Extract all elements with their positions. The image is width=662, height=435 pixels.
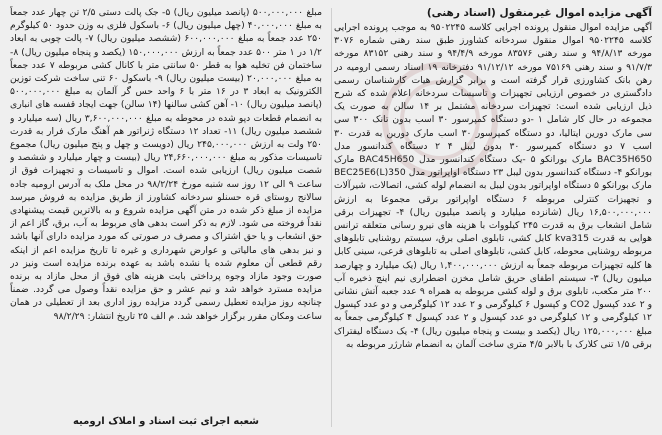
notice-body-right: آگهی مزایده اموال منقول پرونده اجرایی کلاسه ۹۵۰۲۲۴۵ به موجب پرونده اجرایی کلاسه ۹۵۰۲۲۴۵ اموال منقول سردخانه کشاورز طبق سند رهنی شماره ۳۰۷۶ مورخه ۹۴/۸/۱۳ و سند رهنی ۸۳۵۷۶ مورخه ۹۴/۴/۹ و سند رهنی ۸۳۱۵۲ مورخه ۹۱/۷/۳ و سند رهنی ۷۵۱۶۹ مورخه ۹۱/۱۲/۱۲ دفترخانه ۱۹ اسناد رسمی ارومیه در رهن بانک کشاورزی قرار گرفته است و برابر گزارش هیات کارشناسان رسمی دادگستری در خصوص ارزیابی تجهیزات و تاسیسات سردخانه اعلام شده که شرح ذیل ارزیابی شده است: تجهیزات سردخانه مشتمل بر ۱۴ سالن به صورت یک مجموعه در حال کار شامل ۱ -دو دستگاه کمپرسور ۳۰ اسب بدون تانک ۳۰۰ سی سی مارک دورین ایتالیا، دو دستگاه کمپرسور ۳۰ اسب مارک دورین به قدرت ۳۰ اسب ۷ دو دستگاه کمپرسور ۳۰ بدون لیبل ۴ ۲ دستگاه کندانسور مدل BAC35H650 مارک بورانکو ۵ -یک دستگاه کندانسور مدل BAC45H650 مارک بورانکو ۴- دستگاه کندانسور بدون لیبل ۲۳ دستگاه اواپراتور مدل BEC25E6(L)350 مارک بورانکو ۵ دستگاه اواپراتور بدون لیبل به انضمام لوله کشی، اتصالات، شیرآلات و تجهیزات کنترلی مربوطه ۶ دستگاه اواپراتور برقی مجموعا به ارزش ۱۶,۵۰۰,۰۰۰,۰۰۰ ریال (شانزده میلیارد و پانصد میلیون ریال) ۴- تجهیزات برقی شامل انشعاب برق به قدرت ۲۴۵ کیلووات با هزینه های نیرو رسانی متعلقه ترانس هوایی به قدرت kva315 کابل کشی، تابلوی اصلی برق، سیستم روشنایی تابلوهای مربوطه روشنایی محوطه، کابل کشی، تابلوهای اصلی به تابلوهای فرعی، سینی کابل ها کلیه تجهیزات مربوطه جمعاً به ارزش ۱,۴۰۰,۰۰۰,۰۰۰ ریال (یک میلیارد و چهارصد میلیون ریال) ۳- سیستم اطفای حریق شامل مخزن اضطراری نیم اینچ ذخیره آب ۲۰۰ متر مکعب، تابلوی برق و لوله کشی مربوطه به همراه ۹ عدد جعبه آتش نشانی و ۲ عدد کپسول CO2 و کپسول ۶ کیلوگرمی و ۲ عدد ۱۲ کیلوگرمی و دو عدد کپسول ۱۲ کیلوگرمی و ۱۲ کیلوگرمی دو عدد کپسول و ۲ عدد کپسول ۴ کیلوگرمی جمعاً به مبلغ ۱۲۵,۰۰۰,۰۰۰ ریال (یکصد و بیست و پنجاه میلیون ریال) ۴- یک دستگاه لیفتراک برقی ۱/۵ تنی کلارک با بالابر ۴/۵ متری ساخت آلمان به انضمام شارژر مربوطه به xyxy=(334,22,652,350)
notice-left-column xyxy=(10,6,322,429)
column-divider xyxy=(331,8,332,427)
notice-title: آگهی مزایده اموال غیرمنقول (اسناد رهنی) xyxy=(426,7,652,19)
notice-signature: شعبه اجرای ثبت اسناد و املاک ارومیه xyxy=(72,416,260,427)
notice-body-left: مبلغ ۵۰۰,۰۰۰,۰۰۰ (پانصد میلیون ریال) ۵- جک پالت دستی ۲/۵ تن چهار عدد جمعاً به مبلغ ۴۰,۰۰۰,۰۰۰ (چهل میلیون ریال) ۶- باسکول فلزی به وزن حدود ۵۰ کیلوگرم ۲۵۰ عدد جمعاً به مبلغ ۶۰۰,۰۰۰,۰۰۰ (ششصد میلیون ریال) ۷- پالت چوبی به ابعاد ۱/۲ در ۱ متر ۵۰۰ عدد جمعاً به ارزش ۱۵۰,۰۰۰,۰۰۰ (یکصد و پنجاه میلیون ریال) ۸- ساختمان فن تخلیه هوا به قطر ۵۰ سانتی متر با کانال کشی مربوطه ۷ عدد جمعاً به مبلغ ۲۰,۰۰۰,۰۰۰ (بیست میلیون ریال) ۹- باسکول ۶۰ تنی ساخت شرکت توزین الکترونیک به ابعاد ۳ در ۱۶ متر با ۶ واحد حس گر آلمان به مبلغ ۵۰۰,۰۰۰,۰۰۰ (پانصد میلیون ریال) ۱۰- آهن کشی سالنها (۱۴ سالن) جهت ایجاد قفسه های انباری به انضمام قطعات دپو شده در محوطه به مبلغ ۳,۶۰۰,۰۰۰,۰۰۰ ریال (سه میلیارد و ششصد میلیون ریال) ۱۱- تعداد ۱۲ دستگاه ژنراتور هم آهنگ مارک فرار به قدرت ۲۵۰ ولت به ارزش ۲۴۵,۰۰۰,۰۰۰ ریال (دویست و چهل و پنج میلیون ریال) مجموع تاسیسات مذکور به مبلغ ۲۴,۶۶۰,۰۰۰,۰۰۰ ریال (بیست و چهار میلیارد و ششصد و شصت میلیون ریال) ارزیابی شده است. اموال و تاسیسات و تجهیزات فوق از ساعت ۹ الی ۱۲ روز سه شنبه مورخ ۹۸/۲/۲۴ در محل ملک به آدرس ارومیه جاده سالانج روستای قره حسنلو سردخانه کشاورز از طریق مزایده به فروش میرسد مزایده از مبلغ ذکر شده در متن آگهی مزایده شروع و به بالاترین قیمت پیشنهادی نقداً فروخته می شود. لازم به ذکر است بدهی های مربوط به آب، برق، گاز اعم از حق انشعاب و یا حق اشتراک و مصرف در صورتی که مورد مزایده دارای آنها باشد و نیز بدهی های مالیاتی و عوارض شهرداری و غیره تا تاریخ مزایده اعم از اینکه رقم قطعی آن معلوم شده یا نشده باشد به عهده برنده مزایده است ونیز در صورت وجود مازاد وجوه پرداختی بابت هزینه های فوق از محل مازاد به برنده مزایده مسترد خواهد شد و نیم عشر و حق مزایده نقداً وصول می گردد. ضمناً چنانچه روز مزایده تعطیل رسمی گردد مزایده روز اداری بعد از تعطیلی در همان ساعت ومکان مقرر برگزار خواهد شد. م الف ۲۵ تاریخ انتشار: ۹۸/۲/۲۹ xyxy=(10,7,322,322)
notice-right-column xyxy=(334,6,652,429)
